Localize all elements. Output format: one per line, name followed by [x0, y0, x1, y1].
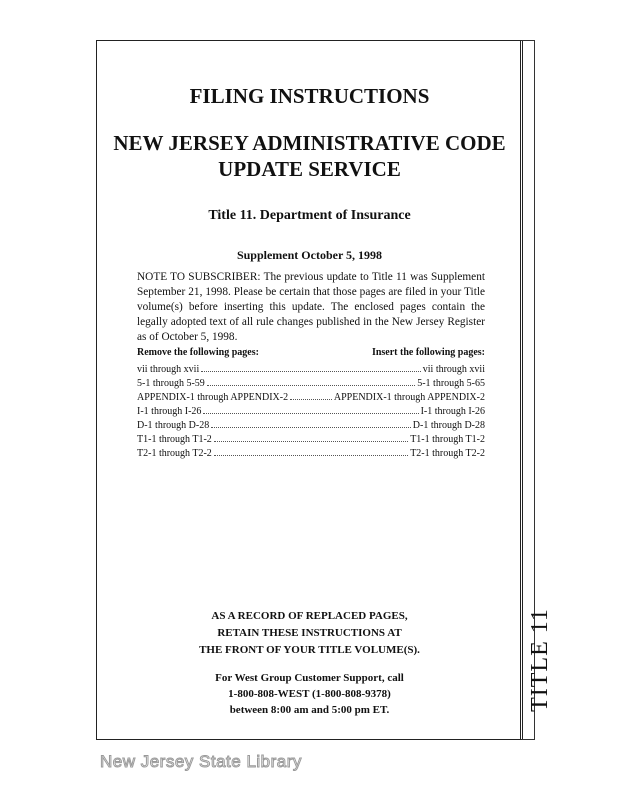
record-line: THE FRONT OF YOUR TITLE VOLUME(S).	[199, 644, 420, 656]
remove-range: T2-1 through T2-2	[137, 448, 212, 459]
support-info	[96, 670, 523, 718]
remove-range: APPENDIX-1 through APPENDIX-2	[137, 392, 289, 403]
record-line: AS A RECORD OF REPLACED PAGES,	[211, 610, 408, 622]
supplement-line: Supplement October 5, 1998	[236, 248, 383, 262]
record-line: RETAIN THESE INSTRUCTIONS AT	[217, 627, 402, 639]
page-row	[137, 362, 485, 376]
insert-range: APPENDIX-1 through APPENDIX-2	[333, 392, 485, 403]
page-row	[137, 390, 485, 404]
page-row	[137, 376, 485, 390]
page-heading: FILING INSTRUCTIONS	[189, 84, 430, 108]
insert-range: T2-1 through T2-2	[410, 448, 485, 459]
remove-range: D-1 through D-28	[137, 420, 210, 431]
pages-header	[137, 347, 485, 358]
support-hours: between 8:00 am and 5:00 pm ET.	[229, 704, 390, 716]
page-row	[137, 446, 485, 460]
subscriber-note: NOTE TO SUBSCRIBER: The previous update to Title 11 was Supplement September 21, 1998. Please be certain that those pages are filed in your Title volume(s) before inserting this update. The enclosed pages contain the legally adopted text of all rule changes published in the New Jersey Register as of October 5, 1998.	[137, 271, 485, 343]
remove-range: 5-1 through 5-59	[137, 378, 205, 389]
page-row	[137, 432, 485, 446]
remove-header: Remove the following pages:	[137, 347, 259, 358]
title-line: Title 11. Department of Insurance	[208, 208, 411, 223]
insert-header: Insert the following pages:	[371, 347, 485, 358]
remove-range: I-1 through I-26	[137, 406, 202, 417]
insert-range: I-1 through I-26	[420, 406, 485, 417]
record-notice	[96, 608, 523, 659]
support-line: For West Group Customer Support, call	[215, 672, 404, 684]
remove-range: vii through xvii	[137, 364, 200, 375]
remove-range: T1-1 through T1-2	[137, 434, 212, 445]
page-row	[137, 404, 485, 418]
code-title-line1: NEW JERSEY ADMINISTRATIVE CODE	[113, 131, 506, 155]
code-title	[96, 130, 523, 182]
support-phone: 1-800-808-WEST (1-800-808-9378)	[228, 688, 391, 700]
insert-range: D-1 through D-28	[412, 420, 485, 431]
code-title-line2: UPDATE SERVICE	[218, 157, 401, 181]
page-row	[137, 418, 485, 432]
insert-range: vii through xvii	[422, 364, 485, 375]
title-tab-label: TITLE 11	[527, 608, 553, 712]
insert-range: T1-1 through T1-2	[410, 434, 485, 445]
library-stamp: New Jersey State Library	[100, 752, 302, 771]
insert-range: 5-1 through 5-65	[417, 378, 485, 389]
pages-list	[137, 362, 485, 460]
